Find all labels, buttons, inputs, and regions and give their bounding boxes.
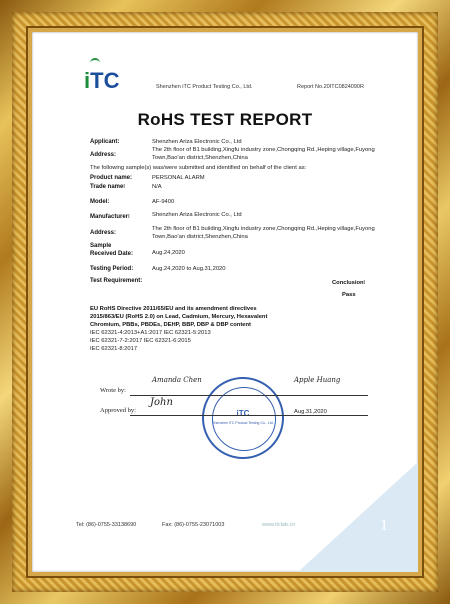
manufacturer-value: Shenzhen Ariza Electronic Co., Ltd <box>152 212 242 218</box>
product-label: Product name: <box>90 175 133 181</box>
testing-period-label: Testing Period: <box>90 266 134 272</box>
signal-icon <box>90 58 100 68</box>
wrote-by-label: Wrote by: <box>100 387 126 394</box>
applicant-label: Applicant: <box>90 139 120 145</box>
approved-by-label: Approved by: <box>100 407 136 414</box>
conclusion-label: Conclusion∶ <box>332 280 366 286</box>
model-value: AF-9400 <box>152 199 175 205</box>
standard-line-3: IEC 62321-8:2017 <box>90 346 138 352</box>
address-label: Address: <box>90 152 117 158</box>
product-value: PERSONAL ALARM <box>152 175 205 181</box>
manufacturer-label: Manufacturer∶ <box>90 214 130 220</box>
seal-logo: iTC <box>236 409 250 418</box>
conclusion-value: Pass <box>342 292 356 298</box>
report-number: Report No.20ITC0824090R <box>297 84 364 90</box>
sample-label: Sample <box>90 243 112 249</box>
footer-web: www.itclab.cn <box>262 522 296 528</box>
standard-line-2: IEC 62321-7-2:2017 IEC 62321-6:2015 <box>90 338 191 344</box>
wrote-by-line <box>130 395 368 396</box>
wrote-signature: Amanda Chen <box>152 376 202 384</box>
itc-logo: iTC <box>84 68 119 94</box>
address-value: The 2th floor of B1 building,Xingfu industry zone,Chongqing Rd.,Heping village,Fuyong Town,Bao'an district,Shenzhen,China <box>152 147 375 161</box>
official-seal <box>202 377 284 459</box>
wrote-signature-2: Apple Huang <box>294 376 341 384</box>
received-date-label: Received Date: <box>90 251 134 257</box>
address-value-2: The 2th floor of B1 building,Xingfu industry zone,Chongqing Rd.,Heping village,Fuyong Town,Bao'an district,Shenzhen,China <box>152 226 375 240</box>
page-number: 1 <box>380 517 388 534</box>
page-title: RoHS TEST REPORT <box>137 110 313 129</box>
certificate-paper <box>32 32 418 572</box>
seal-subtext: Shenzhen iTC Product Testing Co., Ltd. <box>212 421 274 425</box>
footer-tel: Tel: (86)-0755-33138690 <box>76 522 137 528</box>
model-label: Model: <box>90 199 110 205</box>
approved-date: Aug.31,2020 <box>294 409 327 415</box>
trade-value: N/A <box>152 184 162 190</box>
watermark-corner <box>298 462 418 572</box>
standard-line-1: IEC 62321-4:2013+A1:2017 IEC 62321-5:2013 <box>90 330 211 336</box>
directive-line-1: EU RoHS Directive 2011/65/EU and its amendment directives <box>90 306 257 312</box>
intro-text: The following sample(s) was/were submitted and identified on behalf of the client as: <box>90 165 307 171</box>
footer-fax: Fax: (86)-0755-23071003 <box>162 522 225 528</box>
address-label-2: Address: <box>90 230 117 236</box>
company-name: Shenzhen iTC Product Testing Co., Ltd. <box>156 84 253 90</box>
directive-line-2: 2015/863/EU (RoHS 2.0) on Lead, Cadmium, Mercury, Hexavalent <box>90 314 268 320</box>
received-date-value: Aug.24,2020 <box>152 250 185 256</box>
trade-label: Trade name∶ <box>90 184 125 190</box>
applicant-value: Shenzhen Ariza Electronic Co., Ltd <box>152 139 242 145</box>
approved-signature: John <box>150 397 173 408</box>
directive-line-3: Chromium, PBBs, PBDEs, DEHP, BBP, DBP & DBP content <box>90 322 251 328</box>
approved-by-line <box>130 415 368 416</box>
testing-period-value: Aug.24,2020 to Aug.31,2020 <box>152 266 226 272</box>
test-requirement-label: Test Requirement: <box>90 278 143 284</box>
